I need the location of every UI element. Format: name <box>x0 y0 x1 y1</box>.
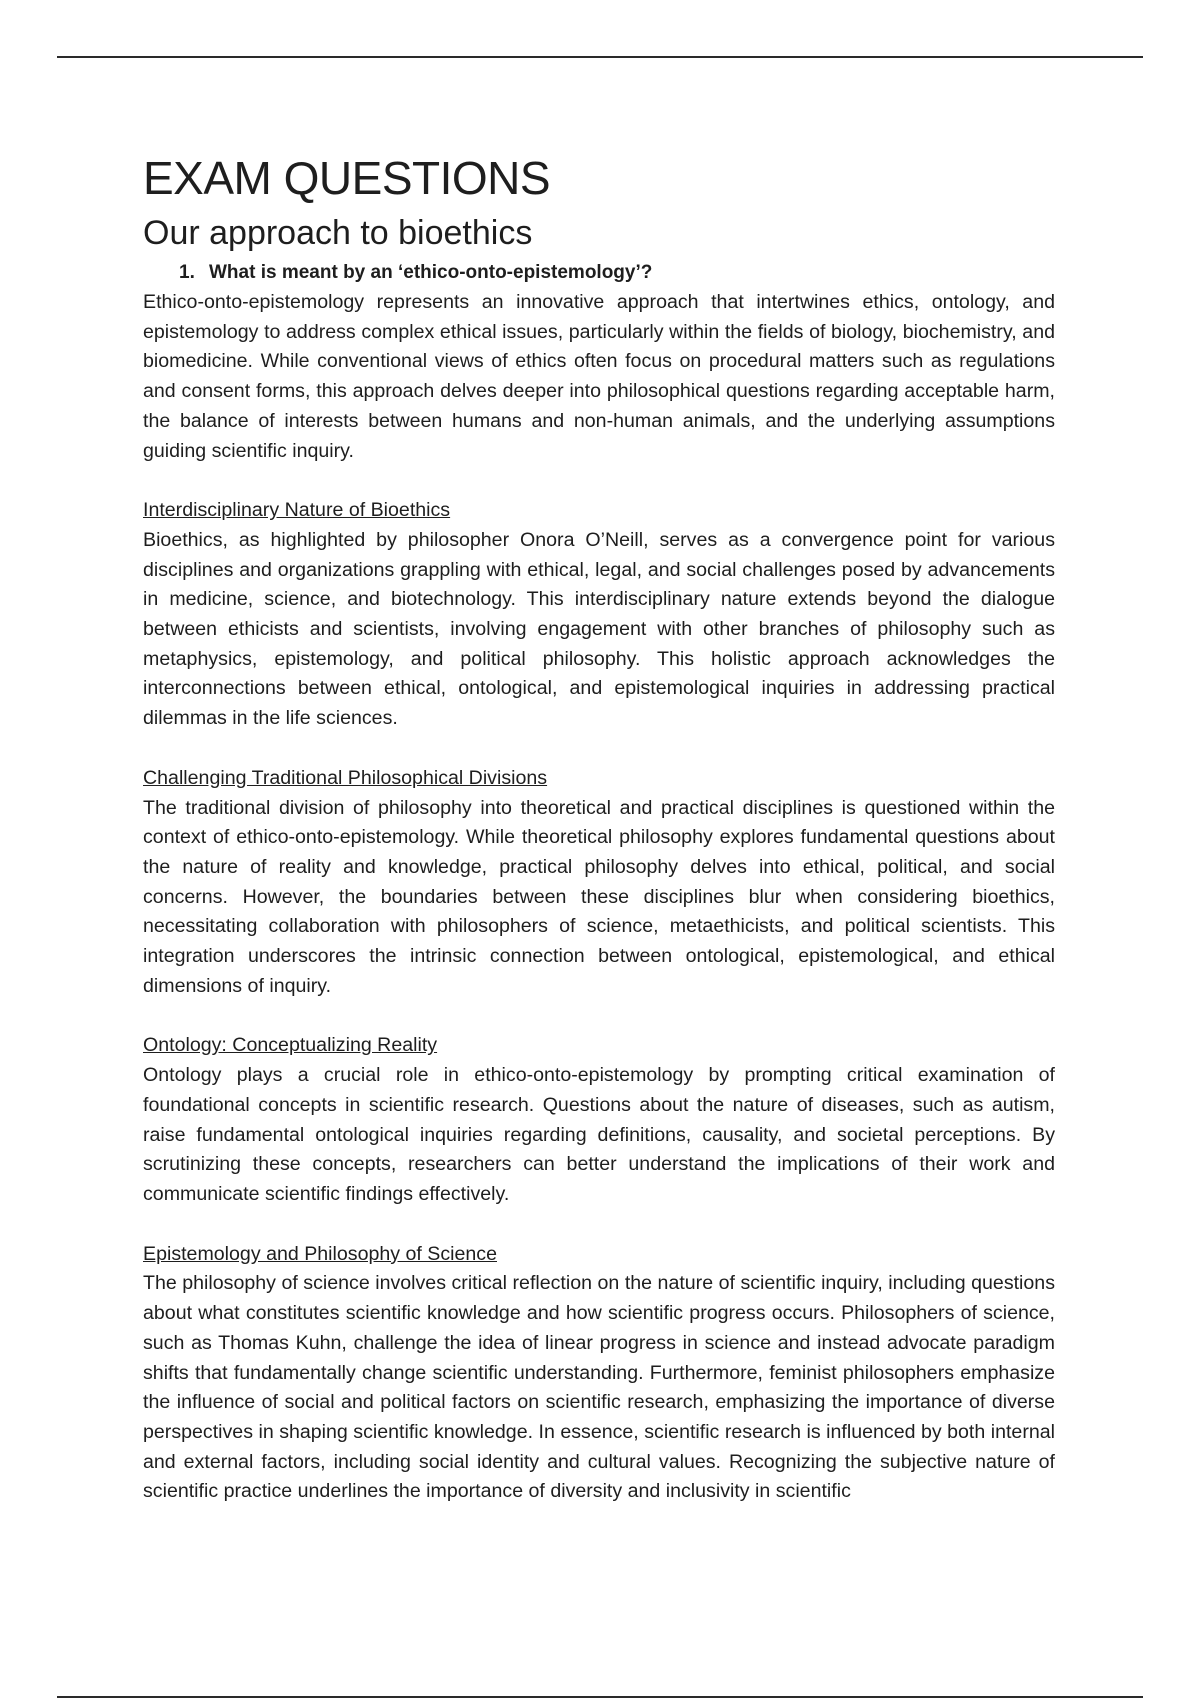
section-paragraph: Bioethics, as highlighted by philosopher Onora O’Neill, serves as a convergence point for various disciplines and organizations grappling with ethical, legal, and social challenges posed by advancements in medicine, science, and biotechnology. This interdisciplinary nature extends beyond the dialogue between ethicists and scientists, involving engagement with other branches of philosophy such as metaphysics, epistemology, and political philosophy. This holistic approach acknowledges the interconnections between ethical, ontological, and epistemological inquiries in addressing practical dilemmas in the life sciences. <box>143 528 1055 730</box>
document-title: EXAM QUESTIONS <box>143 152 551 204</box>
footer-rule <box>57 1696 1143 1698</box>
section-epistemology <box>143 1240 1055 1507</box>
section-heading: Epistemology and Philosophy of Science <box>143 1242 497 1265</box>
intro-paragraph: Ethico-onto-epistemology represents an innovative approach that intertwines ethics, ontology, and epistemology to address complex ethical issues, particularly within the fields of biology, biochemistry, and biomedicine. While conventional views of ethics often focus on procedural matters such as regulations and consent forms, this approach delves deeper into philosophical questions regarding acceptable harm, the balance of interests between humans and non-human animals, and the underlying assumptions guiding scientific inquiry. <box>143 291 1055 462</box>
question-text: What is meant by an ‘ethico-onto-epistemology’? <box>209 262 653 283</box>
section-heading: Challenging Traditional Philosophical Divisions <box>143 766 548 789</box>
section-ontology <box>143 1031 1055 1209</box>
document-body <box>143 148 1055 1507</box>
section-interdisciplinary <box>143 496 1055 734</box>
section-heading: Interdisciplinary Nature of Bioethics <box>143 499 451 522</box>
document-subtitle: Our approach to bioethics <box>143 214 533 252</box>
section-paragraph: The traditional division of philosophy into theoretical and practical disciplines is questioned within the context of ethico-onto-epistemology. While theoretical philosophy explores fundamental questions about the nature of reality and knowledge, practical philosophy delves into ethical, political, and social concerns. However, the boundaries between these disciplines blur when considering bioethics, necessitating collaboration with philosophers of science, metaethicists, and political scientists. This integration underscores the intrinsic connection between ontological, epistemological, and ethical dimensions of inquiry. <box>143 796 1055 997</box>
section-heading: Ontology: Conceptualizing Reality <box>143 1034 438 1057</box>
section-philosophical-divisions <box>143 764 1055 1002</box>
header-rule <box>57 56 1143 58</box>
section-paragraph: The philosophy of science involves critical reflection on the nature of scientific inquiry, including questions about what constitutes scientific knowledge and how scientific progress occurs. Philosophers of science, such as Thomas Kuhn, challenge the idea of linear progress in science and instead advocate paradigm shifts that fundamentally change scientific understanding. Furthermore, feminist philosophers emphasize the influence of social and political factors on scientific research, emphasizing the importance of diverse perspectives in shaping scientific knowledge. In essence, scientific research is influenced by both internal and external factors, including social identity and cultural values. Recognizing the subjective nature of scientific practice underlines the importance of diversity and inclusivity in scientific <box>143 1272 1055 1503</box>
question-heading <box>179 258 1055 288</box>
section-paragraph: Ontology plays a crucial role in ethico-onto-epistemology by prompting critical examination of foundational concepts in scientific research. Questions about the nature of diseases, such as autism, raise fundamental ontological inquiries regarding definitions, causality, and societal perceptions. By scrutinizing these concepts, researchers can better understand the implications of their work and communicate scientific findings effectively. <box>143 1064 1055 1205</box>
question-number: 1. <box>179 262 195 283</box>
